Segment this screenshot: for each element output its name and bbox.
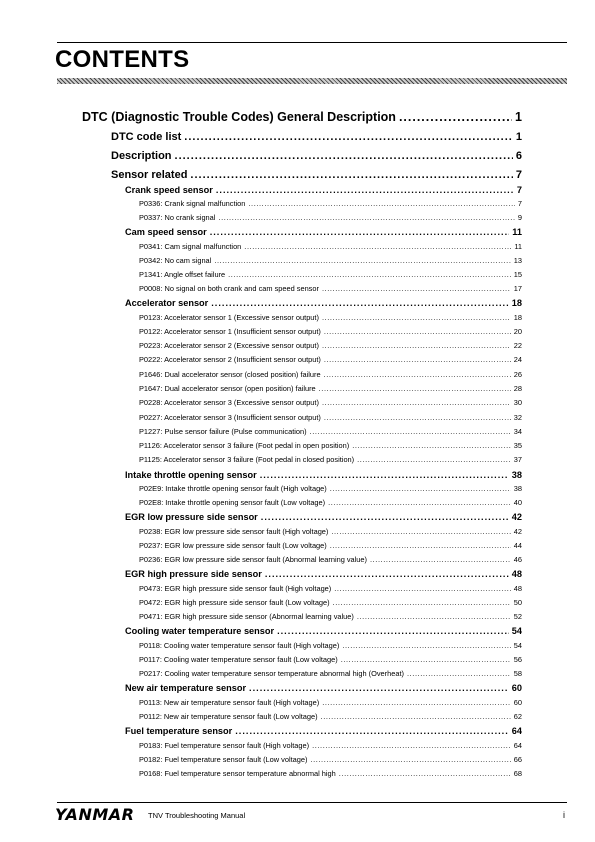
toc-entry-page: 56 bbox=[513, 655, 522, 664]
dot-leader bbox=[235, 726, 509, 736]
toc-entry-page: 60 bbox=[511, 683, 522, 693]
toc-entry-label: Intake throttle opening sensor bbox=[125, 470, 257, 480]
dot-leader bbox=[265, 569, 509, 579]
toc-entry-label: P0123: Accelerator sensor 1 (Excessive sensor output) bbox=[139, 313, 319, 322]
toc-subsection-entry[interactable] bbox=[125, 683, 522, 693]
toc-entry-label: P0183: Fuel temperature sensor fault (High voltage) bbox=[139, 741, 310, 750]
dot-leader bbox=[357, 612, 511, 621]
toc-entry-label: P0217: Cooling water temperature sensor temperature abnormal high (Overheat) bbox=[139, 669, 404, 678]
toc-entry-label: EGR high pressure side sensor bbox=[125, 569, 262, 579]
toc-entry-page: 18 bbox=[511, 298, 522, 308]
toc-entry-page: 64 bbox=[513, 741, 522, 750]
toc-entry-label: P0336: Crank signal malfunction bbox=[139, 199, 246, 208]
toc-entry-label: P02E9: Intake throttle opening sensor fault (High voltage) bbox=[139, 484, 327, 493]
toc-dtc-entry[interactable] bbox=[139, 270, 522, 279]
dot-leader bbox=[216, 185, 514, 195]
toc-dtc-entry[interactable] bbox=[139, 370, 522, 379]
dot-leader bbox=[175, 150, 513, 162]
toc-entry-page: 11 bbox=[512, 227, 522, 237]
toc-entry-label: P0223: Accelerator sensor 2 (Excessive sensor output) bbox=[139, 341, 319, 350]
toc-entry-page: 17 bbox=[513, 284, 522, 293]
toc-entry-label: Description bbox=[111, 150, 172, 162]
dot-leader bbox=[322, 398, 511, 407]
dot-leader bbox=[319, 384, 511, 393]
toc-entry-page: 68 bbox=[513, 769, 522, 778]
toc-dtc-entry[interactable] bbox=[139, 541, 522, 550]
toc-dtc-entry[interactable] bbox=[139, 555, 522, 564]
footer-rule bbox=[57, 802, 567, 803]
toc-entry-label: Accelerator sensor bbox=[125, 298, 209, 308]
toc-entry-page: 38 bbox=[511, 470, 522, 480]
toc-entry-page: 28 bbox=[513, 384, 522, 393]
toc-entry-page: 37 bbox=[513, 455, 522, 464]
toc-entry-page: 44 bbox=[513, 541, 522, 550]
toc-section-entry[interactable] bbox=[111, 131, 522, 143]
toc-entry-page: 52 bbox=[513, 612, 522, 621]
dot-leader bbox=[210, 227, 510, 237]
dot-leader bbox=[328, 498, 511, 507]
toc-entry-label: P0168: Fuel temperature sensor temperature abnormal high bbox=[139, 769, 336, 778]
toc-entry-label: P0182: Fuel temperature sensor fault (Low voltage) bbox=[139, 755, 308, 764]
toc-dtc-entry[interactable] bbox=[139, 413, 522, 422]
toc-subsection-entry[interactable] bbox=[125, 569, 522, 579]
toc-dtc-entry[interactable] bbox=[139, 427, 522, 436]
toc-entry-label: P1126: Accelerator sensor 3 failure (Foot pedal in open position) bbox=[139, 441, 350, 450]
toc-dtc-entry[interactable] bbox=[139, 313, 522, 322]
toc-entry-page: 9 bbox=[517, 213, 522, 222]
toc-entry-page: 26 bbox=[513, 370, 522, 379]
toc-entry-label: EGR low pressure side sensor bbox=[125, 512, 258, 522]
toc-entry-label: P0227: Accelerator sensor 3 (Insufficient sensor output) bbox=[139, 413, 321, 422]
dot-leader bbox=[321, 712, 511, 721]
toc-dtc-entry[interactable] bbox=[139, 355, 522, 364]
dot-leader bbox=[339, 769, 511, 778]
toc-entry-page: 38 bbox=[513, 484, 522, 493]
toc-entry-page: 7 bbox=[517, 199, 522, 208]
toc-entry-label: P0238: EGR low pressure side sensor fault (High voltage) bbox=[139, 527, 329, 536]
dot-leader bbox=[370, 555, 511, 564]
toc-entry-page: 1 bbox=[515, 110, 522, 124]
toc-subsection-entry[interactable] bbox=[125, 626, 522, 636]
toc-dtc-entry[interactable] bbox=[139, 598, 522, 607]
dot-leader bbox=[407, 669, 511, 678]
page-number: i bbox=[563, 810, 565, 820]
dot-leader bbox=[228, 270, 511, 279]
dot-leader bbox=[322, 313, 511, 322]
toc-dtc-entry[interactable] bbox=[139, 641, 522, 650]
dot-leader bbox=[324, 370, 511, 379]
toc-dtc-entry[interactable] bbox=[139, 498, 522, 507]
toc-section-entry[interactable] bbox=[111, 150, 522, 162]
toc-dtc-entry[interactable] bbox=[139, 455, 522, 464]
toc-entry-label: Crank speed sensor bbox=[125, 185, 213, 195]
toc-entry-label: P0337: No crank signal bbox=[139, 213, 216, 222]
toc-section-entry[interactable] bbox=[82, 110, 522, 124]
toc-entry-label: P1125: Accelerator sensor 3 failure (Foot pedal in closed position) bbox=[139, 455, 355, 464]
toc-entry-label: New air temperature sensor bbox=[125, 683, 247, 693]
toc-entry-label: P0008: No signal on both crank and cam speed sensor bbox=[139, 284, 319, 293]
toc-entry-label: P0236: EGR low pressure side sensor fault (Abnormal learning value) bbox=[139, 555, 367, 564]
toc-entry-page: 54 bbox=[511, 626, 522, 636]
dot-leader bbox=[330, 541, 511, 550]
toc-dtc-entry[interactable] bbox=[139, 612, 522, 621]
toc-entry-label: Fuel temperature sensor bbox=[125, 726, 233, 736]
toc-entry-page: 1 bbox=[515, 131, 522, 143]
dot-leader bbox=[184, 131, 513, 143]
dot-leader bbox=[277, 626, 509, 636]
toc-entry-label: P0228: Accelerator sensor 3 (Excessive sensor output) bbox=[139, 398, 319, 407]
toc-entry-label: P0118: Cooling water temperature sensor fault (High voltage) bbox=[139, 641, 340, 650]
toc-subsection-entry[interactable] bbox=[125, 512, 522, 522]
toc-entry-page: 30 bbox=[513, 398, 522, 407]
toc-entry-label: Cooling water temperature sensor bbox=[125, 626, 275, 636]
toc-entry-page: 34 bbox=[513, 427, 522, 436]
toc-entry-label: P0342: No cam signal bbox=[139, 256, 212, 265]
toc-entry-page: 66 bbox=[513, 755, 522, 764]
toc-dtc-entry[interactable] bbox=[139, 384, 522, 393]
dot-leader bbox=[190, 169, 512, 181]
toc-entry-label: P0471: EGR high pressure side sensor (Abnormal learning value) bbox=[139, 612, 354, 621]
dot-leader bbox=[330, 484, 511, 493]
toc-entry-label: Sensor related bbox=[111, 169, 188, 181]
toc-entry-label: P0473: EGR high pressure side sensor fault (High voltage) bbox=[139, 584, 332, 593]
dot-leader bbox=[324, 355, 511, 364]
dot-leader bbox=[341, 655, 511, 664]
toc-entry-page: 60 bbox=[513, 698, 522, 707]
dot-leader bbox=[261, 512, 509, 522]
dot-leader bbox=[214, 256, 510, 265]
toc-dtc-entry[interactable] bbox=[139, 242, 522, 251]
toc-dtc-entry[interactable] bbox=[139, 213, 522, 222]
toc-dtc-entry[interactable] bbox=[139, 327, 522, 336]
toc-entry-page: 54 bbox=[513, 641, 522, 650]
toc-subsection-entry[interactable] bbox=[125, 298, 522, 308]
dot-leader bbox=[248, 199, 514, 208]
toc-subsection-entry[interactable] bbox=[125, 470, 522, 480]
toc-dtc-entry[interactable] bbox=[139, 655, 522, 664]
toc-entry-label: P0117: Cooling water temperature sensor fault (Low voltage) bbox=[139, 655, 338, 664]
toc-entry-label: P0113: New air temperature sensor fault (High voltage) bbox=[139, 698, 320, 707]
toc-dtc-entry[interactable] bbox=[139, 441, 522, 450]
dot-leader bbox=[310, 755, 510, 764]
toc-entry-page: 40 bbox=[513, 498, 522, 507]
toc-entry-page: 42 bbox=[513, 527, 522, 536]
toc-entry-label: P0122: Accelerator sensor 1 (Insufficient sensor output) bbox=[139, 327, 321, 336]
toc-entry-label: P1646: Dual accelerator sensor (closed position) failure bbox=[139, 370, 321, 379]
toc-entry-page: 24 bbox=[513, 355, 522, 364]
toc-dtc-entry[interactable] bbox=[139, 484, 522, 493]
dot-leader bbox=[322, 341, 511, 350]
toc-dtc-entry[interactable] bbox=[139, 769, 522, 778]
toc-entry-label: P0472: EGR high pressure side sensor fault (Low voltage) bbox=[139, 598, 330, 607]
toc-entry-page: 7 bbox=[515, 169, 522, 181]
toc-entry-label: DTC code list bbox=[111, 131, 182, 143]
toc-dtc-entry[interactable] bbox=[139, 256, 522, 265]
dot-leader bbox=[352, 441, 511, 450]
dot-leader bbox=[249, 683, 509, 693]
dot-leader bbox=[322, 284, 511, 293]
toc-entry-page: 42 bbox=[511, 512, 522, 522]
toc-dtc-entry[interactable] bbox=[139, 284, 522, 293]
toc-entry-page: 32 bbox=[513, 413, 522, 422]
toc-entry-page: 64 bbox=[511, 726, 522, 736]
manual-title: TNV Troubleshooting Manual bbox=[148, 811, 246, 820]
dot-leader bbox=[324, 413, 511, 422]
yanmar-logo: YANMAR bbox=[55, 805, 135, 824]
toc-entry-label: DTC (Diagnostic Trouble Codes) General Description bbox=[82, 110, 396, 124]
toc-entry-label: P0237: EGR low pressure side sensor fault (Low voltage) bbox=[139, 541, 327, 550]
dot-leader bbox=[342, 641, 510, 650]
toc-entry-page: 48 bbox=[513, 584, 522, 593]
top-rule bbox=[57, 42, 567, 43]
dot-leader bbox=[218, 213, 514, 222]
toc-dtc-entry[interactable] bbox=[139, 341, 522, 350]
toc-entry-label: P0341: Cam signal malfunction bbox=[139, 242, 242, 251]
toc-entry-page: 58 bbox=[513, 669, 522, 678]
toc-dtc-entry[interactable] bbox=[139, 669, 522, 678]
dot-leader bbox=[312, 741, 511, 750]
toc-entry-page: 6 bbox=[515, 150, 522, 162]
toc-dtc-entry[interactable] bbox=[139, 741, 522, 750]
toc-entry-page: 18 bbox=[513, 313, 522, 322]
toc-dtc-entry[interactable] bbox=[139, 755, 522, 764]
toc-dtc-entry[interactable] bbox=[139, 527, 522, 536]
toc-entry-page: 46 bbox=[513, 555, 522, 564]
dot-leader bbox=[357, 455, 511, 464]
toc-entry-page: 11 bbox=[514, 242, 522, 251]
toc-dtc-entry[interactable] bbox=[139, 698, 522, 707]
toc-entry-page: 7 bbox=[516, 185, 522, 195]
dot-leader bbox=[324, 327, 511, 336]
dot-leader bbox=[333, 598, 511, 607]
toc-entry-label: P02E8: Intake throttle opening sensor fault (Low voltage) bbox=[139, 498, 326, 507]
toc-section-entry[interactable] bbox=[111, 169, 522, 181]
toc-subsection-entry[interactable] bbox=[125, 227, 522, 237]
dot-leader bbox=[244, 242, 511, 251]
toc-entry-page: 22 bbox=[513, 341, 522, 350]
toc-dtc-entry[interactable] bbox=[139, 199, 522, 208]
toc-entry-page: 50 bbox=[513, 598, 522, 607]
toc-entry-page: 62 bbox=[513, 712, 522, 721]
toc-entry-label: P1647: Dual accelerator sensor (open position) failure bbox=[139, 384, 316, 393]
toc-entry-label: P1341: Angle offset failure bbox=[139, 270, 226, 279]
toc-entry-page: 15 bbox=[513, 270, 522, 279]
toc-subsection-entry[interactable] bbox=[125, 185, 522, 195]
toc-dtc-entry[interactable] bbox=[139, 584, 522, 593]
toc-entry-page: 35 bbox=[513, 441, 522, 450]
toc-entry-label: P0112: New air temperature sensor fault (Low voltage) bbox=[139, 712, 318, 721]
dot-leader bbox=[310, 427, 511, 436]
toc-entry-page: 20 bbox=[513, 327, 522, 336]
dot-leader bbox=[331, 527, 510, 536]
dot-leader bbox=[260, 470, 509, 480]
dot-leader bbox=[322, 698, 511, 707]
toc-entry-label: Cam speed sensor bbox=[125, 227, 207, 237]
toc-subsection-entry[interactable] bbox=[125, 726, 522, 736]
toc-entry-page: 48 bbox=[511, 569, 522, 579]
toc-dtc-entry[interactable] bbox=[139, 398, 522, 407]
title-hatch-bar bbox=[57, 78, 567, 84]
toc-entry-label: P0222: Accelerator sensor 2 (Insufficient sensor output) bbox=[139, 355, 321, 364]
dot-leader bbox=[211, 298, 509, 308]
dot-leader bbox=[334, 584, 511, 593]
toc-entry-label: P1227: Pulse sensor failure (Pulse communication) bbox=[139, 427, 307, 436]
page-title: CONTENTS bbox=[55, 46, 190, 73]
toc-entry-page: 13 bbox=[513, 256, 522, 265]
toc-dtc-entry[interactable] bbox=[139, 712, 522, 721]
dot-leader bbox=[399, 110, 512, 124]
